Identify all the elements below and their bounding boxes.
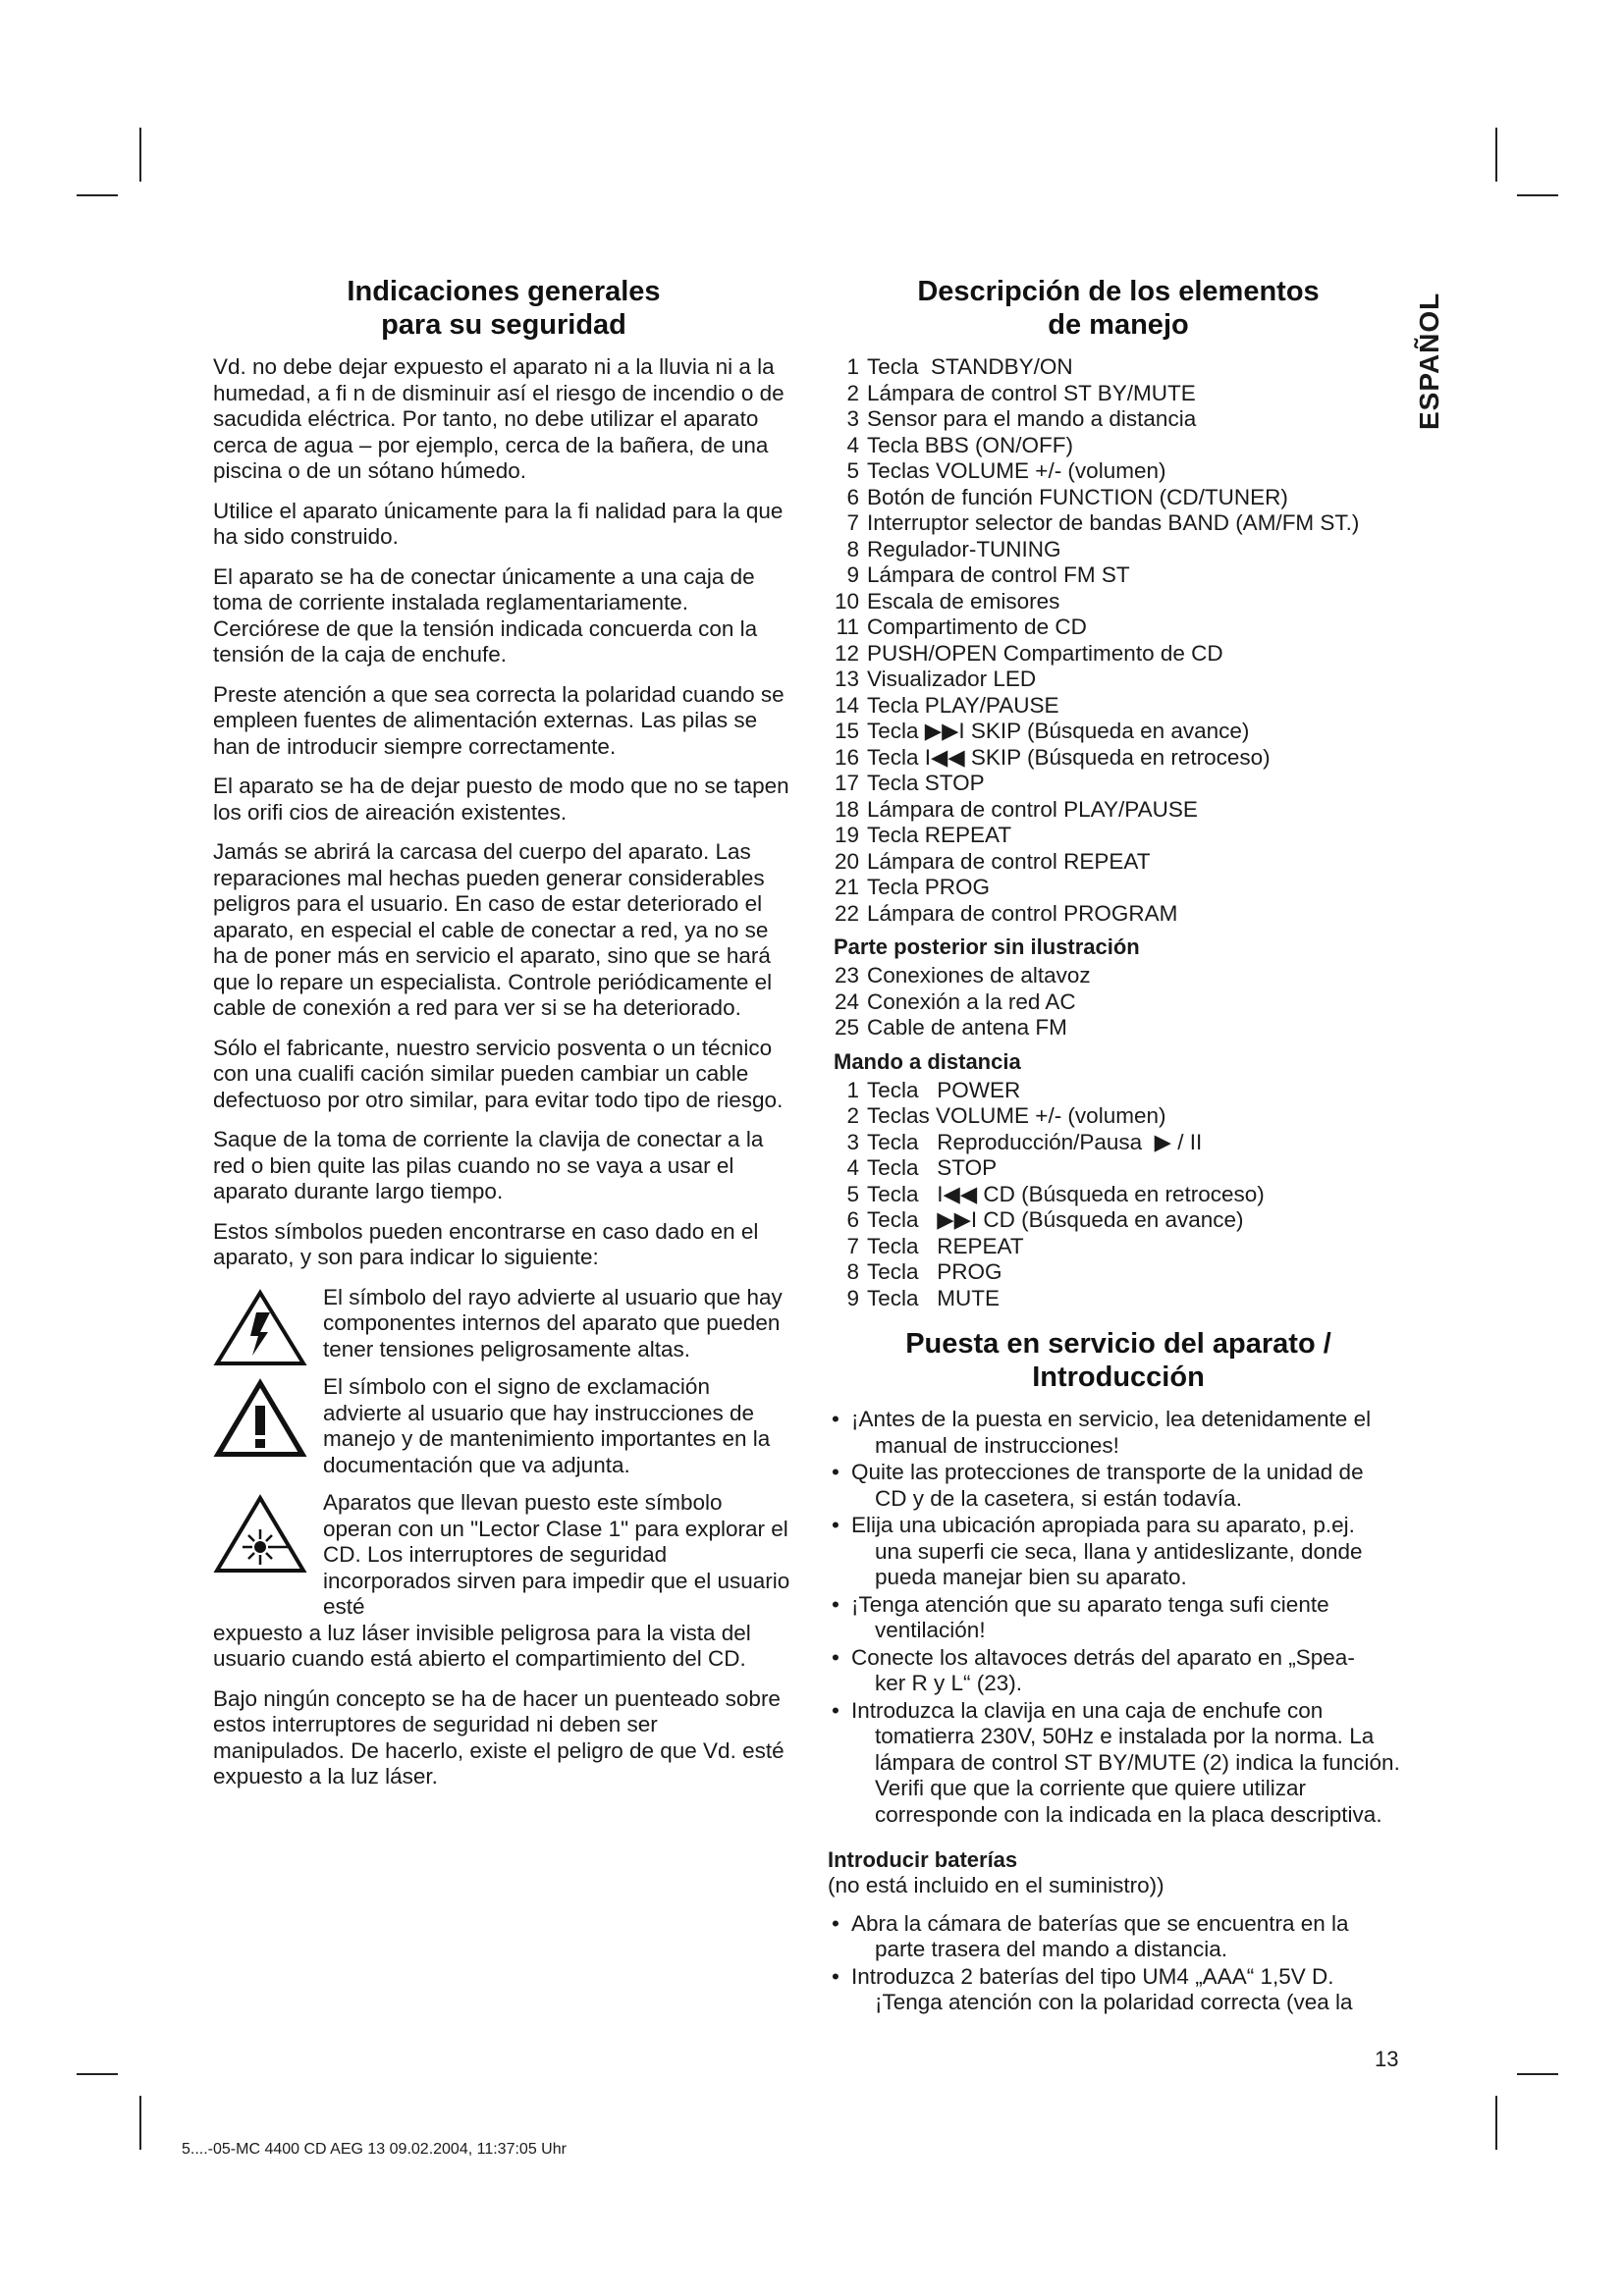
bullet-text: ¡Tenga atención que su aparato tenga sufi ciente — [851, 1591, 1329, 1617]
bullet-text-continued: ventilación! — [875, 1618, 986, 1642]
bullet-text-continued: parte trasera del mando a distancia. — [875, 1937, 1227, 1961]
setup-title: Puesta en servicio del aparato / Introducción — [905, 1328, 1331, 1393]
item-text: Teclas VOLUME +/- (volumen) — [867, 1103, 1166, 1128]
bullet-text-continued: CD y de la casetera, si están todavía. — [875, 1485, 1242, 1511]
item-text: Conexión a la red AC — [867, 988, 1076, 1014]
print-footer: 5....-05-MC 4400 CD AEG 13 09.02.2004, 11:37:05 Uhr — [182, 2141, 567, 2158]
item-text: Escala de emisores — [867, 588, 1060, 614]
item-text: Compartimento de CD — [867, 614, 1087, 639]
item-text: Tecla REPEAT — [867, 823, 1012, 847]
bullet-icon: • — [832, 1644, 839, 1670]
page-number: 13 — [1375, 2047, 1399, 2071]
paragraph: Utilice el aparato únicamente para la fi nalidad para la que ha sido construido. — [213, 498, 784, 549]
remote-item — [828, 1207, 1409, 1234]
item-text: Tecla STANDBY/ON — [867, 354, 1073, 379]
bullet-item — [828, 1513, 1409, 1591]
control-item — [828, 433, 1409, 459]
control-item — [828, 458, 1409, 485]
bullet-text: Conecte los altavoces detrás del aparato en „Spea- — [851, 1644, 1355, 1670]
item-text: Lámpara de control REPEAT — [867, 848, 1151, 874]
crop-mark — [1517, 194, 1558, 196]
item-number: 10 — [834, 588, 859, 614]
controls-list — [828, 354, 1409, 927]
item-number: 21 — [834, 875, 859, 899]
item-text: Teclas VOLUME +/- (volumen) — [867, 458, 1166, 483]
remote-item — [828, 1155, 1409, 1182]
remote-item — [828, 1259, 1409, 1286]
item-number: 25 — [834, 1015, 859, 1040]
laser-symbol-text-continued: expuesto a luz láser invisible peligrosa para la vista del usuario cuando está abierto el compartimiento del CD. — [213, 1620, 751, 1671]
bullet-text: Introduzca la clavija en una caja de enchufe con — [851, 1697, 1324, 1723]
control-item — [828, 901, 1409, 928]
bullet-text-continued: ¡Tenga atención con la polaridad correcta (vea la — [875, 1990, 1353, 2014]
bullet-text-continued: una superfi cie seca, llana y antideslizante, donde pueda manejar bien su aparato. — [875, 1538, 1363, 1589]
item-number: 9 — [846, 562, 859, 587]
item-number: 1 — [846, 1077, 859, 1102]
bullet-text: ¡Antes de la puesta en servicio, lea detenidamente el — [851, 1407, 1372, 1431]
item-number: 2 — [846, 380, 859, 405]
bullet-item — [828, 1698, 1409, 1829]
bullet-item — [828, 1592, 1409, 1644]
paragraph: Jamás se abrirá la carcasa del cuerpo del aparato. Las reparaciones mal hechas pueden generar considerables peligros para el usuario. En caso de estar deteriorado el aparato, en especial el cable de conectar a red, ya no se ha de poner más en servicio el aparato, sino que se hará que lo repare un especialista. Controle periódicamente el cable de conexión a red para ver si se ha deteriorado. — [213, 839, 773, 1020]
item-number: 5 — [846, 1181, 859, 1206]
item-text: Tecla REPEAT — [867, 1233, 1024, 1258]
item-text: Tecla ▶▶I SKIP (Búsqueda en avance) — [867, 719, 1250, 743]
crop-mark — [139, 2096, 141, 2150]
exclamation-symbol-text: El símbolo con el signo de exclamación advierte al usuario que hay instrucciones de manejo y de mantenimiento importantes en la documentación que va adjunta. — [323, 1374, 771, 1477]
control-item — [828, 823, 1409, 849]
battery-note: (no está incluido en el suministro)) — [828, 1873, 1164, 1897]
control-item — [828, 381, 1409, 407]
bullet-icon: • — [832, 1963, 839, 1989]
remote-item — [828, 1078, 1409, 1104]
control-item — [828, 562, 1409, 589]
control-item — [828, 641, 1409, 667]
item-number: 24 — [834, 988, 859, 1014]
control-item — [828, 354, 1409, 381]
item-number: 19 — [834, 823, 859, 847]
item-text: Visualizador LED — [867, 667, 1037, 691]
item-text: Tecla MUTE — [867, 1285, 1001, 1310]
safety-title: Indicaciones generales para su seguridad — [347, 276, 661, 341]
safety-column — [213, 275, 794, 1804]
remote-item — [828, 1130, 1409, 1156]
item-text: Tecla BBS (ON/OFF) — [867, 432, 1074, 457]
bullet-text: Elija una ubicación apropiada para su aparato, p.ej. — [851, 1513, 1355, 1537]
item-text: Tecla PROG — [867, 875, 991, 899]
bullet-text: Quite las protecciones de transporte de la unidad de — [851, 1460, 1364, 1484]
item-number: 8 — [846, 1259, 859, 1284]
paragraph: Preste atención a que sea correcta la polaridad cuando se empleen fuentes de alimentación externas. Las pilas se han de introducir siempre correctamente. — [213, 681, 785, 759]
item-text: Lámpara de control ST BY/MUTE — [867, 380, 1196, 405]
bullet-icon: • — [832, 1910, 839, 1936]
item-number: 14 — [834, 692, 859, 718]
item-text: Tecla Reproducción/Pausa ▶ / II — [867, 1129, 1203, 1154]
bullet-icon: • — [832, 1697, 839, 1723]
paragraph: Sólo el fabricante, nuestro servicio posventa o un técnico con una cualifi cación similar pueden cambiar un cable defectuoso por otro similar, para evitar todo tipo de riesgo. — [213, 1035, 784, 1112]
control-item — [828, 719, 1409, 745]
item-number: 7 — [846, 1233, 859, 1258]
paragraph: Vd. no debe dejar expuesto el aparato ni a la lluvia ni a la humedad, a fi n de disminuir así el riesgo de incendio o de sacudida eléctrica. Por tanto, no debe utilizar el aparato cerca de agua – por ejemplo, cerca de la bañera, de una piscina o de un sótano húmedo. — [213, 354, 785, 483]
rear-item — [828, 963, 1409, 989]
rear-item — [828, 1015, 1409, 1041]
item-number: 5 — [846, 458, 859, 483]
control-item — [828, 485, 1409, 511]
control-item — [828, 510, 1409, 537]
bullet-item — [828, 1645, 1409, 1697]
bullet-text-continued: ker R y L“ (23). — [875, 1671, 1023, 1695]
item-number: 6 — [846, 1207, 859, 1232]
paragraph: Estos símbolos pueden encontrarse en caso dado en el aparato, y son para indicar lo siguiente: — [213, 1218, 759, 1269]
item-number: 11 — [836, 614, 859, 639]
bullet-item — [828, 1460, 1409, 1512]
item-number: 22 — [834, 900, 859, 926]
item-text: Conexiones de altavoz — [867, 963, 1091, 988]
laser-symbol-text: Aparatos que llevan puesto este símbolo operan con un "Lector Clase 1" para explorar el CD. Los interruptores de seguridad incorporados sirven para impedir que el usuario esté — [323, 1490, 790, 1619]
crop-mark — [1495, 128, 1497, 182]
bullet-text-continued: manual de instrucciones! — [875, 1432, 1119, 1458]
item-number: 1 — [846, 354, 859, 379]
item-number: 16 — [834, 744, 859, 770]
item-number: 2 — [846, 1103, 859, 1128]
exclamation-symbol-row — [213, 1374, 794, 1478]
lightning-symbol-text: El símbolo del rayo advierte al usuario que hay componentes internos del aparato que pueden tener tensiones peligrosamente altas. — [323, 1284, 783, 1362]
item-text: Lámpara de control PROGRAM — [867, 900, 1178, 926]
item-number: 3 — [846, 406, 859, 431]
control-item — [828, 693, 1409, 720]
paragraph: Saque de la toma de corriente la clavija de conectar a la red o bien quite las pilas cuando no se vaya a usar el aparato durante largo tiempo. — [213, 1127, 764, 1203]
remote-item — [828, 1286, 1409, 1312]
item-number: 15 — [834, 719, 859, 743]
item-text: Lámpara de control FM ST — [867, 562, 1130, 587]
item-number: 18 — [834, 796, 859, 822]
item-text: Lámpara de control PLAY/PAUSE — [867, 796, 1198, 822]
remote-item — [828, 1234, 1409, 1260]
item-number: 7 — [846, 510, 859, 535]
bullet-icon: • — [832, 1407, 839, 1431]
crop-mark — [1495, 2096, 1497, 2150]
item-text: Tecla ▶▶I CD (Búsqueda en avance) — [867, 1207, 1244, 1232]
control-item — [828, 771, 1409, 797]
bullet-text-continued: tomatierra 230V, 50Hz e instalada por la norma. La lámpara de control ST BY/MUTE (2) indica la función. Verifi que que la corriente que quiere utilizar corresponde con la indicada en la placa descriptiva. — [875, 1724, 1400, 1827]
item-text: Sensor para el mando a distancia — [867, 406, 1197, 431]
control-item — [828, 797, 1409, 824]
lightning-symbol-row — [213, 1285, 794, 1363]
laser-warning-icon — [213, 1494, 307, 1575]
remote-item — [828, 1182, 1409, 1208]
remote-list — [828, 1078, 1409, 1312]
control-item — [828, 849, 1409, 876]
item-text: Botón de función FUNCTION (CD/TUNER) — [867, 484, 1288, 509]
item-number: 13 — [834, 667, 859, 691]
item-number: 8 — [846, 536, 859, 561]
item-number: 23 — [834, 963, 859, 988]
bullet-item — [828, 1911, 1409, 1963]
item-text: Tecla POWER — [867, 1077, 1021, 1102]
paragraph: Bajo ningún concepto se ha de hacer un puenteado sobre estos interruptores de seguridad ni deben ser manipulados. De hacerlo, existe el peligro de que Vd. esté expuesto a la luz láser. — [213, 1685, 785, 1789]
setup-bullets — [828, 1407, 1409, 1828]
item-text: Cable de antena FM — [867, 1015, 1067, 1040]
remote-item — [828, 1103, 1409, 1130]
controls-title: Descripción de los elementos de manejo — [917, 276, 1320, 341]
item-text: Interruptor selector de bandas BAND (AM/FM ST.) — [867, 510, 1360, 535]
item-number: 4 — [846, 432, 859, 457]
item-text: Tecla STOP — [867, 771, 985, 795]
control-item — [828, 589, 1409, 615]
crop-mark — [1517, 2073, 1558, 2075]
item-number: 20 — [834, 848, 859, 874]
rear-item — [828, 989, 1409, 1016]
rear-heading: Parte posterior sin ilustración — [834, 934, 1140, 959]
bullet-item — [828, 1407, 1409, 1459]
bullet-text: Introduzca 2 baterías del tipo UM4 „AAA“ 1,5V D. — [851, 1963, 1334, 1989]
item-text: PUSH/OPEN Compartimento de CD — [867, 640, 1223, 666]
item-text: Tecla STOP — [867, 1155, 998, 1180]
bullet-icon: • — [832, 1460, 839, 1484]
item-number: 17 — [834, 771, 859, 795]
control-item — [828, 745, 1409, 772]
item-text: Regulador-TUNING — [867, 536, 1061, 561]
lightning-warning-icon — [213, 1289, 307, 1367]
paragraph: El aparato se ha de conectar únicamente a una caja de toma de corriente instalada reglamentariamente. Cerciórese de que la tensión indicada concuerda con la tensión de la caja de enchufe. — [213, 563, 758, 667]
bullet-icon: • — [832, 1591, 839, 1617]
crop-mark — [139, 128, 141, 182]
item-text: Tecla PROG — [867, 1259, 1002, 1284]
crop-mark — [77, 194, 118, 196]
exclamation-warning-icon — [213, 1378, 307, 1459]
item-text: Tecla PLAY/PAUSE — [867, 692, 1059, 718]
bullet-text: Abra la cámara de baterías que se encuentra en la — [851, 1910, 1349, 1936]
item-text: Tecla I◀◀ SKIP (Búsqueda en retroceso) — [867, 744, 1271, 770]
control-item — [828, 406, 1409, 433]
language-tab: ESPAÑOL — [1414, 292, 1444, 431]
battery-heading: Introducir baterías — [828, 1847, 1018, 1872]
rear-list — [828, 963, 1409, 1041]
item-number: 3 — [846, 1129, 859, 1154]
laser-symbol-row — [213, 1490, 794, 1621]
control-item — [828, 667, 1409, 693]
bullet-icon: • — [832, 1513, 839, 1537]
controls-column — [828, 275, 1409, 2017]
item-number: 6 — [846, 484, 859, 509]
control-item — [828, 614, 1409, 641]
item-number: 12 — [834, 640, 859, 666]
item-number: 9 — [846, 1285, 859, 1310]
item-number: 4 — [846, 1155, 859, 1180]
paragraph: El aparato se ha de dejar puesto de modo que no se tapen los orifi cios de aireación existentes. — [213, 774, 789, 825]
battery-bullets — [828, 1911, 1409, 2016]
remote-heading: Mando a distancia — [834, 1048, 1021, 1074]
control-item — [828, 875, 1409, 901]
control-item — [828, 537, 1409, 563]
crop-mark — [77, 2073, 118, 2075]
item-text: Tecla I◀◀ CD (Búsqueda en retroceso) — [867, 1181, 1265, 1206]
bullet-item — [828, 1964, 1409, 2016]
